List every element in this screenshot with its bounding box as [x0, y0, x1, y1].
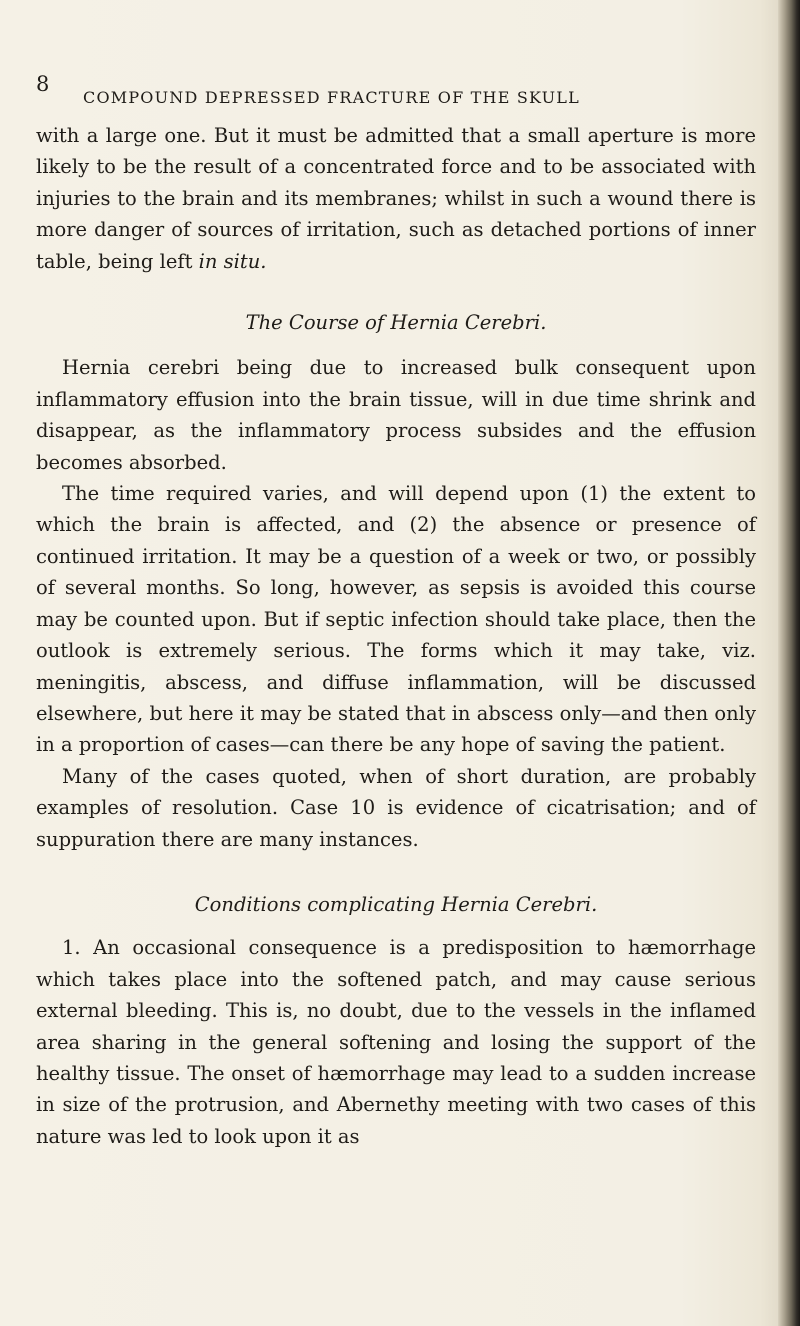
in-situ-italic: in situ.	[198, 249, 267, 273]
paragraph-continued-text: with a large one. But it must be admitted that a small aperture is more likely to be the result of a concentrated force and to be associated with injuries to the brain and its membranes; whilst in such a wound there is more danger of sources of irritation, such as detached portions of inner table, being left	[36, 124, 756, 273]
page-edge-shadow	[778, 0, 800, 1326]
body-text	[36, 120, 756, 1152]
paragraph-time-required: The time required varies, and will depend upon (1) the extent to which the brain is affected, and (2) the absence or presence of continued irritation. It may be a question of a week or two, or possibly of several months. So long, however, as sepsis is avoided this course may be counted upon. But if septic infection should take place, then the outlook is extremely serious. The forms which it may take, viz. meningitis, abscess, and diffuse inflammation, will be discussed elsewhere, but here it may be stated that in abscess only—and then only in a proportion of cases—can there be any hope of saving the patient.	[36, 482, 756, 757]
paragraph-hernia-bulk: Hernia cerebri being due to increased bulk consequent upon inflammatory effusion into the brain tissue, will in due time shrink and disappear, as the inflammatory process subsides and the effusion becomes absorbed.	[36, 356, 756, 474]
paragraph-haemorrhage: 1. An occasional consequence is a predisposition to hæmorrhage which takes place into the softened patch, and may cause serious external bleeding. This is, no doubt, due to the vessels in the inflamed area sharing in the general softening and losing the support of the healthy tissue. The onset of hæmorrhage may lead to a sudden increase in size of the protrusion, and Abernethy meeting with two cases of this nature was led to look upon it as	[36, 936, 756, 1148]
section-heading-course: The Course of Hernia Cerebri.	[245, 311, 547, 335]
section-heading-conditions: Conditions complicating Hernia Cerebri.	[194, 892, 598, 916]
running-title: COMPOUND DEPRESSED FRACTURE OF THE SKULL	[83, 88, 580, 107]
page-number: 8	[36, 72, 50, 96]
paragraph-continued	[36, 120, 756, 277]
paragraph-cases-quoted: Many of the cases quoted, when of short duration, are probably examples of resolution. Case 10 is evidence of cicatrisation; and of suppuration there are many instances.	[36, 764, 756, 851]
